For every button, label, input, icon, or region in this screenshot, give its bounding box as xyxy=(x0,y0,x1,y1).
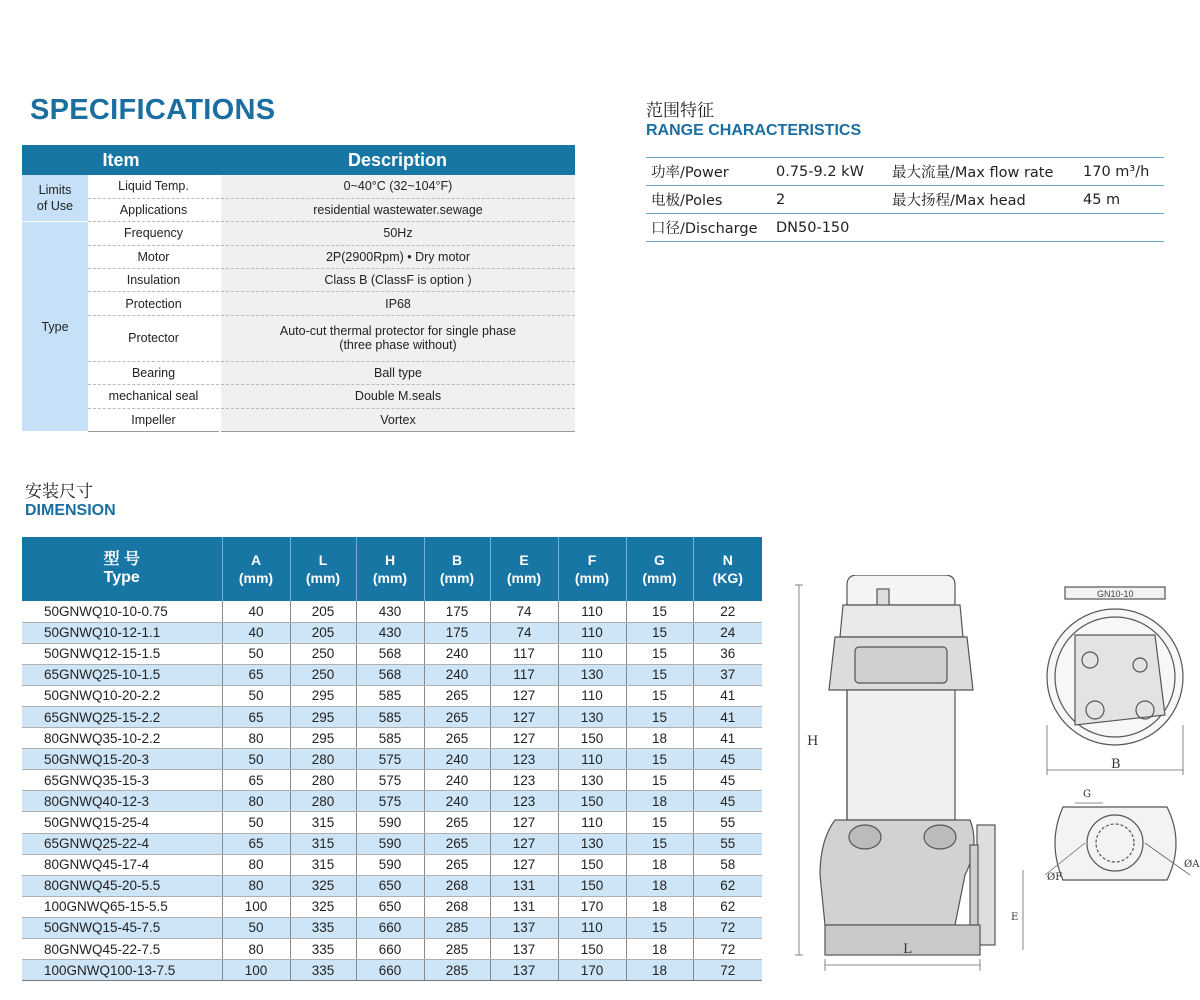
spec-item: Protector xyxy=(88,315,220,361)
dimension-value-cell: 150 xyxy=(558,875,626,896)
dimension-header-line2: (mm) xyxy=(372,570,408,586)
dimension-value-cell: 72 xyxy=(693,917,762,938)
dimension-value-cell: 137 xyxy=(490,939,558,960)
dimension-value-cell: 80 xyxy=(222,875,290,896)
dimension-value-cell: 65 xyxy=(222,664,290,685)
dimension-value-cell: 137 xyxy=(490,917,558,938)
dimension-value-cell: 150 xyxy=(558,854,626,875)
dimension-header-cell xyxy=(693,537,762,601)
dimension-value-cell: 15 xyxy=(626,812,693,833)
spec-item: mechanical seal xyxy=(88,385,220,408)
dimension-value-cell: 45 xyxy=(693,770,762,791)
dimension-value-cell: 280 xyxy=(290,749,356,770)
dimension-value-cell: 15 xyxy=(626,685,693,706)
spec-desc: Ball type xyxy=(220,361,575,384)
dimension-value-cell: 40 xyxy=(222,622,290,643)
dimension-value-cell: 72 xyxy=(693,939,762,960)
dimension-header-cell xyxy=(558,537,626,601)
dimension-value-cell: 325 xyxy=(290,875,356,896)
label-g: G xyxy=(1083,789,1091,800)
dimension-type-cell: 50GNWQ12-15-1.5 xyxy=(22,643,222,664)
dimension-value-cell: 265 xyxy=(424,706,490,727)
dimension-value-cell: 170 xyxy=(558,960,626,981)
dimension-header-cell xyxy=(626,537,693,601)
dimension-value-cell: 110 xyxy=(558,601,626,622)
range-label: 最大扬程/Max head xyxy=(887,186,1078,214)
spec-desc: 50Hz xyxy=(220,222,575,245)
dimension-value-cell: 205 xyxy=(290,622,356,643)
dimension-type-cell: 100GNWQ65-15-5.5 xyxy=(22,896,222,917)
dimension-value-cell: 40 xyxy=(222,601,290,622)
dimension-value-cell: 285 xyxy=(424,960,490,981)
dimension-value-cell: 150 xyxy=(558,939,626,960)
dimension-value-cell: 568 xyxy=(356,664,424,685)
dimension-header-line1: G xyxy=(654,552,665,568)
range-title-en: RANGE CHARACTERISTICS xyxy=(646,122,862,139)
dimension-value-cell: 127 xyxy=(490,706,558,727)
dimension-value-cell: 55 xyxy=(693,812,762,833)
range-value: 45 m xyxy=(1078,186,1164,214)
dimension-row xyxy=(22,601,762,622)
range-label: 电极/Poles xyxy=(646,186,771,214)
dimension-value-cell: 72 xyxy=(693,960,762,981)
range-value: 2 xyxy=(771,186,887,214)
dimension-value-cell: 575 xyxy=(356,791,424,812)
dimension-value-cell: 325 xyxy=(290,896,356,917)
dimension-value-cell: 41 xyxy=(693,728,762,749)
spec-desc xyxy=(220,315,575,361)
dimension-value-cell: 130 xyxy=(558,664,626,685)
dimension-value-cell: 268 xyxy=(424,875,490,896)
dimension-row xyxy=(22,664,762,685)
dimension-value-cell: 175 xyxy=(424,622,490,643)
dimension-type-cell: 80GNWQ40-12-3 xyxy=(22,791,222,812)
dimension-value-cell: 18 xyxy=(626,875,693,896)
spec-row xyxy=(22,245,575,268)
dimension-value-cell: 74 xyxy=(490,622,558,643)
dimension-value-cell: 15 xyxy=(626,917,693,938)
dimension-value-cell: 110 xyxy=(558,643,626,664)
spec-desc: Double M.seals xyxy=(220,385,575,408)
dimension-value-cell: 80 xyxy=(222,791,290,812)
range-label: 最大流量/Max flow rate xyxy=(887,158,1078,186)
spec-group-limits xyxy=(22,175,88,222)
dimension-value-cell: 170 xyxy=(558,896,626,917)
dimension-value-cell: 650 xyxy=(356,875,424,896)
spec-row xyxy=(22,175,575,198)
range-label xyxy=(887,214,1078,242)
dimension-value-cell: 80 xyxy=(222,728,290,749)
dimension-value-cell: 265 xyxy=(424,812,490,833)
dimension-value-cell: 265 xyxy=(424,685,490,706)
dimension-header-line2: (KG) xyxy=(712,570,743,586)
dimension-value-cell: 150 xyxy=(558,791,626,812)
spec-header-description: Description xyxy=(220,145,575,175)
label-e: E xyxy=(1011,912,1019,923)
range-label: 功率/Power xyxy=(646,158,771,186)
spec-item: Liquid Temp. xyxy=(88,175,220,198)
dimension-value-cell: 250 xyxy=(290,664,356,685)
dimension-row xyxy=(22,749,762,770)
dimension-header-cell xyxy=(356,537,424,601)
label-h: H xyxy=(807,734,819,749)
spec-desc: 2P(2900Rpm) • Dry motor xyxy=(220,245,575,268)
nameplate-label: GN10-10 xyxy=(1097,589,1134,599)
dimension-value-cell: 575 xyxy=(356,749,424,770)
dimension-row xyxy=(22,622,762,643)
dimension-value-cell: 24 xyxy=(693,622,762,643)
dimension-value-cell: 585 xyxy=(356,706,424,727)
dimension-value-cell: 18 xyxy=(626,791,693,812)
dimension-value-cell: 240 xyxy=(424,770,490,791)
dimension-header-line1: H xyxy=(384,552,396,568)
dimension-value-cell: 335 xyxy=(290,960,356,981)
pump-top-view xyxy=(1047,587,1183,745)
dimension-type-cell: 65GNWQ25-22-4 xyxy=(22,833,222,854)
dimension-value-cell: 110 xyxy=(558,749,626,770)
dimension-value-cell: 240 xyxy=(424,791,490,812)
spec-group-type: Type xyxy=(22,222,88,432)
label-l: L xyxy=(903,942,912,957)
dimension-header-line2: (mm) xyxy=(305,570,341,586)
range-value: 0.75-9.2 kW xyxy=(771,158,887,186)
dimension-value-cell: 50 xyxy=(222,917,290,938)
dimension-type-cell: 80GNWQ35-10-2.2 xyxy=(22,728,222,749)
dimension-value-cell: 15 xyxy=(626,643,693,664)
spec-desc: Class B (ClassF is option ) xyxy=(220,269,575,292)
range-row xyxy=(646,186,1164,214)
dimension-value-cell: 45 xyxy=(693,749,762,770)
spec-group-limits-line2: of Use xyxy=(36,199,74,214)
dimension-value-cell: 430 xyxy=(356,601,424,622)
dimension-row xyxy=(22,643,762,664)
dimension-value-cell: 280 xyxy=(290,770,356,791)
dimension-header-cell xyxy=(424,537,490,601)
dimension-type-cell: 80GNWQ45-20-5.5 xyxy=(22,875,222,896)
dimension-value-cell: 205 xyxy=(290,601,356,622)
specifications-title: SPECIFICATIONS xyxy=(30,94,276,126)
dimension-value-cell: 127 xyxy=(490,812,558,833)
dimension-value-cell: 15 xyxy=(626,770,693,791)
dimension-header-cell xyxy=(490,537,558,601)
dimension-header-cell xyxy=(22,537,222,601)
spec-desc-line1: Auto-cut thermal protector for single phase xyxy=(279,324,517,339)
spec-row xyxy=(22,315,575,361)
dimension-type-cell: 80GNWQ45-17-4 xyxy=(22,854,222,875)
dimension-header-line1: B xyxy=(451,552,463,568)
dimension-header-line1: L xyxy=(318,552,328,568)
dimension-value-cell: 41 xyxy=(693,685,762,706)
dimension-value-cell: 55 xyxy=(693,833,762,854)
dimension-value-cell: 62 xyxy=(693,896,762,917)
range-value xyxy=(1078,214,1164,242)
dimension-value-cell: 130 xyxy=(558,833,626,854)
dimension-value-cell: 100 xyxy=(222,960,290,981)
range-row xyxy=(646,158,1164,186)
dimension-value-cell: 62 xyxy=(693,875,762,896)
dimension-value-cell: 590 xyxy=(356,833,424,854)
dimension-header-line2: (mm) xyxy=(574,570,610,586)
dimension-value-cell: 50 xyxy=(222,749,290,770)
dimension-value-cell: 130 xyxy=(558,770,626,791)
dimension-value-cell: 65 xyxy=(222,833,290,854)
dimension-value-cell: 335 xyxy=(290,939,356,960)
dimension-value-cell: 130 xyxy=(558,706,626,727)
dimension-value-cell: 50 xyxy=(222,643,290,664)
dimension-value-cell: 36 xyxy=(693,643,762,664)
dimension-row xyxy=(22,791,762,812)
dimension-value-cell: 127 xyxy=(490,833,558,854)
dimension-type-cell: 50GNWQ15-45-7.5 xyxy=(22,917,222,938)
label-a: ØA xyxy=(1184,859,1200,870)
dimension-value-cell: 123 xyxy=(490,749,558,770)
dimension-value-cell: 110 xyxy=(558,917,626,938)
spec-desc: 0~40°C (32~104°F) xyxy=(220,175,575,198)
dimension-value-cell: 80 xyxy=(222,939,290,960)
dimension-header-line1: A xyxy=(250,552,262,568)
dimension-header-line2: Type xyxy=(103,569,140,586)
dimension-row xyxy=(22,917,762,938)
range-value: 170 m³/h xyxy=(1078,158,1164,186)
dimension-value-cell: 660 xyxy=(356,917,424,938)
pump-bottom-view xyxy=(1055,807,1176,880)
dimension-header-line2: (mm) xyxy=(506,570,542,586)
specifications-table xyxy=(22,145,575,432)
dimension-value-cell: 18 xyxy=(626,960,693,981)
dimension-value-cell: 50 xyxy=(222,685,290,706)
dimension-value-cell: 18 xyxy=(626,896,693,917)
dimension-value-cell: 660 xyxy=(356,960,424,981)
dimension-header-row xyxy=(22,537,762,601)
spec-row xyxy=(22,198,575,221)
dimension-title-cn: 安装尺寸 xyxy=(25,482,93,502)
range-row xyxy=(646,214,1164,242)
dimension-type-cell: 100GNWQ100-13-7.5 xyxy=(22,960,222,981)
dimension-value-cell: 295 xyxy=(290,706,356,727)
label-f: ØF xyxy=(1047,872,1063,883)
dimension-header-line1: 型 号 xyxy=(103,551,140,568)
dimension-row xyxy=(22,812,762,833)
dimension-value-cell: 127 xyxy=(490,685,558,706)
dimension-row xyxy=(22,875,762,896)
dimension-header-line2: (mm) xyxy=(238,570,274,586)
range-value: DN50-150 xyxy=(771,214,887,242)
spec-row xyxy=(22,269,575,292)
spec-group-limits-line1: Limits xyxy=(38,183,72,198)
dimension-value-cell: 650 xyxy=(356,896,424,917)
dimension-row xyxy=(22,728,762,749)
dimension-value-cell: 315 xyxy=(290,833,356,854)
dimension-value-cell: 295 xyxy=(290,728,356,749)
spec-item: Insulation xyxy=(88,269,220,292)
spec-row xyxy=(22,385,575,408)
dimension-table xyxy=(22,537,762,981)
dimension-value-cell: 15 xyxy=(626,833,693,854)
spec-row xyxy=(22,292,575,315)
dimension-header-cell xyxy=(290,537,356,601)
dimension-value-cell: 15 xyxy=(626,706,693,727)
dimension-value-cell: 110 xyxy=(558,622,626,643)
dimension-type-cell: 50GNWQ10-12-1.1 xyxy=(22,622,222,643)
dimension-value-cell: 110 xyxy=(558,685,626,706)
dimension-row xyxy=(22,939,762,960)
dimension-value-cell: 117 xyxy=(490,643,558,664)
dimension-value-cell: 590 xyxy=(356,854,424,875)
dimension-value-cell: 18 xyxy=(626,939,693,960)
dimension-value-cell: 265 xyxy=(424,728,490,749)
dimension-header-line1: E xyxy=(519,552,529,568)
dimension-value-cell: 58 xyxy=(693,854,762,875)
spec-row xyxy=(22,361,575,384)
dimension-value-cell: 585 xyxy=(356,685,424,706)
range-table xyxy=(646,157,1164,242)
dimension-value-cell: 123 xyxy=(490,770,558,791)
dimension-value-cell: 430 xyxy=(356,622,424,643)
dimension-value-cell: 15 xyxy=(626,749,693,770)
dimension-value-cell: 22 xyxy=(693,601,762,622)
dimension-value-cell: 250 xyxy=(290,643,356,664)
dimension-value-cell: 315 xyxy=(290,812,356,833)
spec-item: Applications xyxy=(88,198,220,221)
dimension-type-cell: 65GNWQ25-10-1.5 xyxy=(22,664,222,685)
dimension-value-cell: 240 xyxy=(424,664,490,685)
spec-header-row xyxy=(22,145,575,175)
dimension-row xyxy=(22,685,762,706)
dimension-value-cell: 240 xyxy=(424,643,490,664)
dimension-value-cell: 15 xyxy=(626,622,693,643)
range-title-cn: 范围特征 xyxy=(646,101,714,121)
spec-desc-line2: (three phase without) xyxy=(339,338,457,353)
dimension-value-cell: 585 xyxy=(356,728,424,749)
dimension-value-cell: 45 xyxy=(693,791,762,812)
dimension-value-cell: 280 xyxy=(290,791,356,812)
dimension-value-cell: 127 xyxy=(490,854,558,875)
spec-item: Bearing xyxy=(88,361,220,384)
spec-desc: residential wastewater.sewage xyxy=(220,198,575,221)
dimension-value-cell: 15 xyxy=(626,664,693,685)
dimension-row xyxy=(22,833,762,854)
dimension-row xyxy=(22,854,762,875)
dimension-value-cell: 575 xyxy=(356,770,424,791)
dimension-value-cell: 65 xyxy=(222,770,290,791)
label-b: B xyxy=(1111,757,1121,772)
dimension-value-cell: 18 xyxy=(626,728,693,749)
dimension-value-cell: 285 xyxy=(424,917,490,938)
dimension-value-cell: 137 xyxy=(490,960,558,981)
dimension-type-cell: 50GNWQ10-20-2.2 xyxy=(22,685,222,706)
pump-side-view xyxy=(820,575,995,955)
dimension-value-cell: 150 xyxy=(558,728,626,749)
spec-header-item: Item xyxy=(22,145,220,175)
dimension-header-line2: (mm) xyxy=(642,570,677,586)
dimension-value-cell: 335 xyxy=(290,917,356,938)
spec-row xyxy=(22,222,575,245)
dimension-value-cell: 100 xyxy=(222,896,290,917)
dimension-value-cell: 660 xyxy=(356,939,424,960)
spec-item: Motor xyxy=(88,245,220,268)
range-label: 口径/Discharge xyxy=(646,214,771,242)
dimension-type-cell: 65GNWQ35-15-3 xyxy=(22,770,222,791)
spec-item: Protection xyxy=(88,292,220,315)
dimension-type-cell: 65GNWQ25-15-2.2 xyxy=(22,706,222,727)
dimension-value-cell: 131 xyxy=(490,875,558,896)
dimension-row xyxy=(22,960,762,981)
dimension-value-cell: 80 xyxy=(222,854,290,875)
dimension-row xyxy=(22,896,762,917)
dimension-value-cell: 295 xyxy=(290,685,356,706)
dimension-value-cell: 117 xyxy=(490,664,558,685)
dimension-value-cell: 65 xyxy=(222,706,290,727)
spec-row xyxy=(22,408,575,431)
dimension-value-cell: 110 xyxy=(558,812,626,833)
dimension-type-cell: 50GNWQ15-20-3 xyxy=(22,749,222,770)
spec-item: Frequency xyxy=(88,222,220,245)
dimension-value-cell: 18 xyxy=(626,854,693,875)
dimension-header-line1: F xyxy=(587,552,597,568)
dimension-value-cell: 15 xyxy=(626,601,693,622)
dimension-value-cell: 285 xyxy=(424,939,490,960)
dimension-value-cell: 240 xyxy=(424,749,490,770)
dimension-value-cell: 37 xyxy=(693,664,762,685)
dimension-value-cell: 265 xyxy=(424,854,490,875)
dimension-type-cell: 50GNWQ15-25-4 xyxy=(22,812,222,833)
dimension-header-cell xyxy=(222,537,290,601)
dimension-type-cell: 50GNWQ10-10-0.75 xyxy=(22,601,222,622)
dimension-header-line1: N xyxy=(722,552,733,568)
dimension-value-cell: 50 xyxy=(222,812,290,833)
dimension-value-cell: 127 xyxy=(490,728,558,749)
dimension-title-en: DIMENSION xyxy=(25,502,116,519)
dimension-value-cell: 175 xyxy=(424,601,490,622)
dimension-row xyxy=(22,770,762,791)
dimension-value-cell: 74 xyxy=(490,601,558,622)
dimension-type-cell: 80GNWQ45-22-7.5 xyxy=(22,939,222,960)
dimension-row xyxy=(22,706,762,727)
spec-desc: IP68 xyxy=(220,292,575,315)
dimension-value-cell: 41 xyxy=(693,706,762,727)
dimension-value-cell: 315 xyxy=(290,854,356,875)
dimension-value-cell: 590 xyxy=(356,812,424,833)
dimension-value-cell: 131 xyxy=(490,896,558,917)
dimension-header-line2: (mm) xyxy=(439,570,475,586)
spec-desc: Vortex xyxy=(220,408,575,431)
dimension-value-cell: 268 xyxy=(424,896,490,917)
spec-item: Impeller xyxy=(88,408,220,431)
dimension-value-cell: 568 xyxy=(356,643,424,664)
pump-technical-drawing xyxy=(785,575,1200,975)
dimension-value-cell: 265 xyxy=(424,833,490,854)
dimension-value-cell: 123 xyxy=(490,791,558,812)
